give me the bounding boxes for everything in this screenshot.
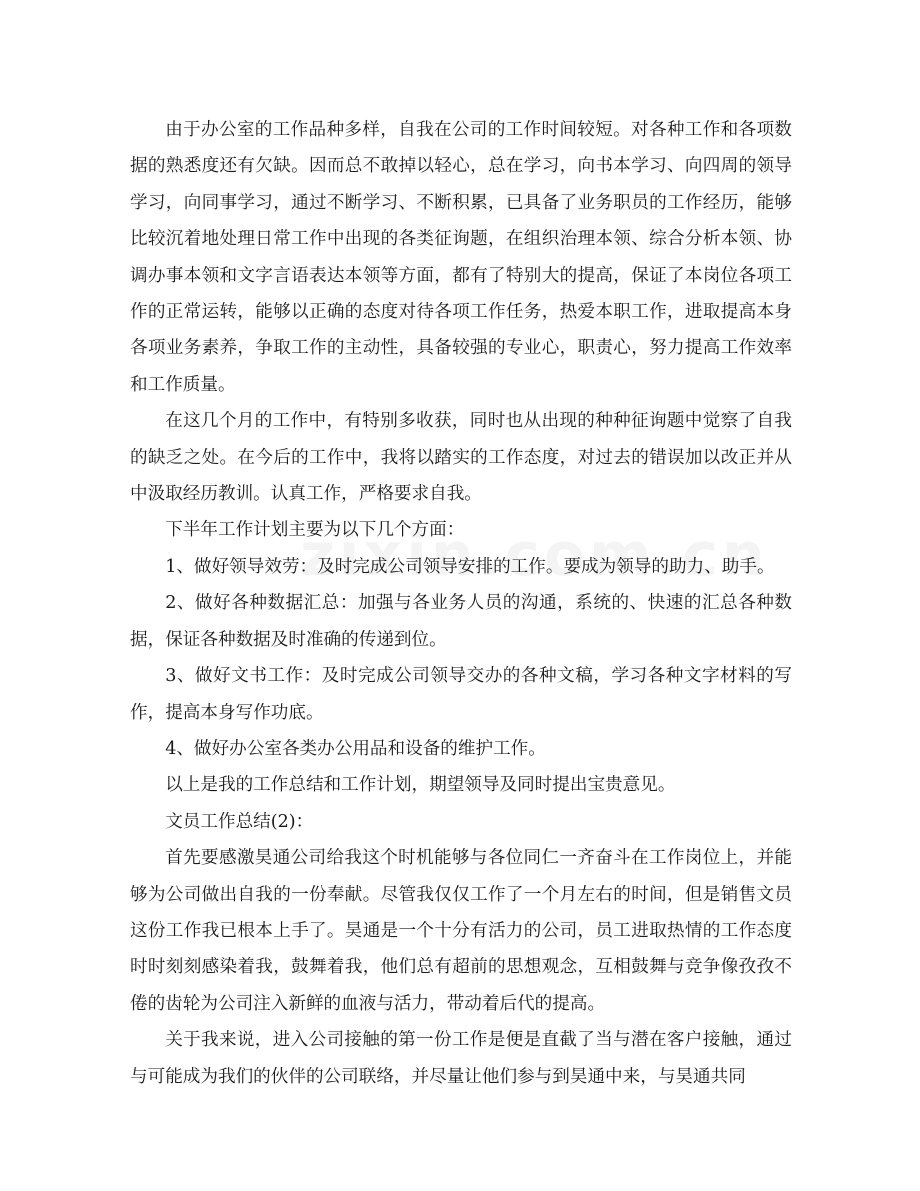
paragraph-plan-item-2: 2、做好各种数据汇总：加强与各业务人员的沟通，系统的、快速的汇总各种数据，保证各种数据及时准确的传递到位。 [130, 593, 792, 650]
paragraph-closing: 以上是我的工作总结和工作计划，期望领导及同时提出宝贵意见。 [165, 775, 676, 796]
document-body [130, 112, 792, 1095]
paragraph-gratitude: 首先要感激昊通公司给我这个时机能够与各位同仁一齐奋斗在工作岗位上，并能够为公司做出自我的一份奉献。尽管我仅仅工作了一个月左右的时间，但是销售文员这份工作我已根本上手了。昊通是一个十分有活力的公司，员工进取热情的工作态度时时刻刻感染着我，鼓舞着我，他们总有超前的思想观念，互相鼓舞与竞争像孜孜不倦的齿轮为公司注入新鲜的血液与活力，带动着后代的提高。 [130, 848, 792, 1014]
section-title-summary-2: 文员工作总结(2)： [165, 811, 314, 832]
paragraph-work-summary-intro: 由于办公室的工作品种多样，自我在公司的工作时间较短。对各种工作和各项数据的熟悉度还有欠缺。因而总不敢掉以轻心，总在学习，向书本学习、向四周的领导学习，向同事学习，通过不断学习、不断积累，已具备了业务职员的工作经历，能够比较沉着地处理日常工作中出现的各类征询题，在组织治理本领、综合分析本领、协调办事本领和文字言语表达本领等方面，都有了特别大的提高，保证了本岗位各项工作的正常运转，能够以正确的态度对待各项工作任务，热爱本职工作，进取提高本身各项业务素养，争取工作的主动性，具备较强的专业心，职责心，努力提高工作效率和工作质量。 [130, 120, 792, 395]
paragraph-plan-item-4: 4、做好办公室各类办公用品和设备的维护工作。 [165, 738, 546, 759]
paragraph-plan-item-3: 3、做好文书工作：及时完成公司领导交办的各种文稿，学习各种文字材料的写作，提高本身写作功底。 [130, 666, 792, 723]
paragraph-plan-heading: 下半年工作计划主要为以下几个方面： [165, 520, 465, 541]
paragraph-plan-item-1: 1、做好领导效劳：及时完成公司领导安排的工作。要成为领导的助力、助手。 [165, 556, 775, 577]
paragraph-months-reflection: 在这几个月的工作中，有特别多收获，同时也从出现的种种征询题中觉察了自我的缺乏之处。在今后的工作中，我将以踏实的工作态度，对过去的错误加以改正并从中汲取经历教训。认真工作，严格要求自我。 [130, 411, 792, 505]
paragraph-first-job: 关于我来说，进入公司接触的第一份工作是便是直截了当与潜在客户接触，通过与可能成为我们的伙伴的公司联络，并尽量让他们参与到昊通中来，与昊通共同 [130, 1030, 792, 1087]
